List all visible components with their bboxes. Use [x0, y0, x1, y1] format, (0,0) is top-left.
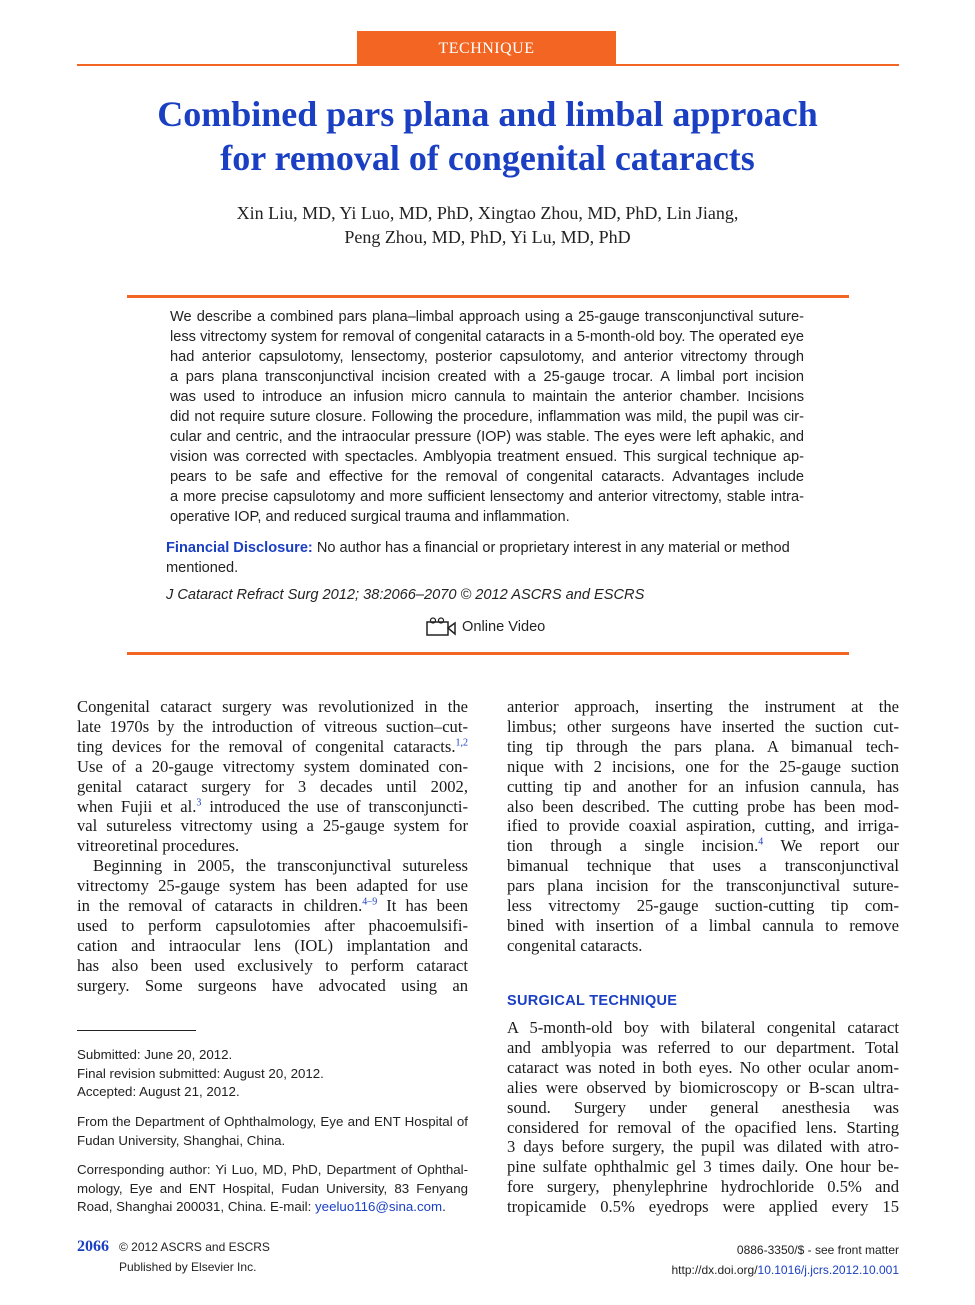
text-line: [507, 757, 899, 777]
line-text: Final revision submitted: August 20, 2012.: [77, 1065, 324, 1081]
line-text: bined with insertion of a limbal cannula to remove: [507, 915, 899, 935]
line-text: late 1970s by the introduction of vitreous suction–cut-: [77, 716, 468, 736]
text-line: [507, 697, 899, 717]
text-line: [170, 467, 804, 487]
text-line: [170, 487, 804, 507]
page-number: 2066: [77, 1238, 109, 1255]
text-line: [77, 1046, 468, 1065]
financial-disclosure-text: No author has a financial or proprietary interest in any material or method mentioned.: [166, 540, 790, 576]
line-text: cutting tip and another for an infusion cannula, has: [507, 776, 899, 796]
text-line: [77, 816, 468, 836]
text-line: [170, 427, 804, 447]
author-line: Peng Zhou, MD, PhD, Yi Lu, MD, PhD: [344, 227, 631, 247]
line-text: vitrectomy 25-gauge system has been adapted for use: [77, 876, 468, 896]
line-text: vision was corrected with spectacles. Amblyopia treatment ensued. This surgical technique ap-: [170, 449, 804, 465]
line-text: nique with 2 incisions, one for the 25-gauge suction: [507, 756, 899, 776]
text-line: [507, 876, 899, 896]
text-line: [507, 777, 899, 797]
author-line: Xin Liu, MD, Yi Luo, MD, PhD, Xingtao Zhou, MD, PhD, Lin Jiang,: [236, 203, 739, 223]
line-text: had anterior capsulotomy, lensectomy, posterior capsulotomy, and anterior vitrectomy through: [170, 349, 804, 365]
video-camera-icon: [426, 617, 456, 637]
line-text: congenital cataracts.: [507, 935, 643, 955]
line-text: was used to introduce an infusion micro cannula to maintain the anterior chamber. Incisions: [170, 389, 804, 405]
text-line: [77, 697, 468, 717]
footnote-rule: [77, 1030, 196, 1031]
line-text: when Fujii et al.: [77, 796, 197, 816]
footer-left: [77, 1238, 270, 1256]
line-text: We describe a combined pars plana–limbal approach using a 25-gauge transconjunctival suture-: [170, 309, 804, 325]
line-text: alies were observed by biomicroscopy or B-scan ultra-: [507, 1077, 899, 1097]
text-line: [77, 956, 468, 976]
line-text: Beginning in 2005, the transconjunctival sutureless: [93, 856, 468, 876]
text-line: [507, 1177, 899, 1197]
text-line: [507, 797, 899, 817]
section-tag: TECHNIQUE: [357, 31, 616, 66]
text-line: [170, 347, 804, 367]
line-text: vitreoretinal procedures.: [77, 836, 240, 856]
line-text: pears to be safe and effective for the removal of congenital cataracts. Advantages include: [170, 469, 804, 485]
text-line: [77, 936, 468, 956]
financial-disclosure-label: Financial Disclosure:: [166, 540, 313, 556]
line-text: Fudan University, Shanghai, China.: [77, 1132, 286, 1148]
text-line: [170, 387, 804, 407]
email-link[interactable]: yeeluo116@sina.com: [315, 1199, 443, 1214]
text-line: [507, 896, 899, 916]
line-text: bimanual technique that uses a transconjunctival: [507, 856, 899, 876]
line-text: ting tip through the pars plana. A bimanual tech-: [507, 736, 899, 756]
line-text: cation and intraocular lens (IOL) implantation and: [77, 935, 468, 955]
line-text: introduced the use of transconjuncti-: [201, 796, 468, 816]
line-text: It has been: [377, 896, 468, 916]
line-text: less vitrectomy system for removal of congenital cataracts in a 5-month-old boy. The operated eye: [170, 329, 804, 345]
text-line: [507, 1157, 899, 1177]
text-line: [77, 1113, 468, 1132]
line-text: genital cataract surgery for 3 decades until 2002,: [77, 776, 468, 796]
text-line: [77, 1132, 468, 1151]
line-text: Accepted: August 21, 2012.: [77, 1084, 240, 1099]
line-text: used to perform capsulotomies after phacoemulsifi-: [77, 915, 468, 935]
body-right-column: [507, 697, 899, 956]
text-line: [77, 976, 468, 996]
abstract: [170, 307, 804, 527]
line-text: and amblyopia was referred to our department. Total: [507, 1037, 899, 1057]
reference-link[interactable]: 1,2: [455, 737, 468, 749]
footnote-dates: [77, 1046, 468, 1102]
line-text: anterior approach, inserting the instrument at the: [507, 697, 899, 716]
text-line: [77, 876, 468, 896]
line-text: in the removal of cataracts in children.: [77, 896, 363, 916]
line-text: Submitted: June 20, 2012.: [77, 1047, 233, 1062]
text-line: [507, 1018, 899, 1038]
line-text: 3 days before surgery, the pupil was dilated with atro-: [507, 1137, 899, 1157]
text-line: [170, 447, 804, 467]
footer-publisher: Published by Elsevier Inc.: [119, 1260, 257, 1274]
reference-link[interactable]: 4: [758, 836, 764, 848]
line-text: Use of a 20-gauge vitrectomy system dominated con-: [77, 756, 468, 776]
text-line: [507, 1058, 899, 1078]
text-line: [77, 1065, 468, 1084]
text-line: [507, 1078, 899, 1098]
line-text: surgery. Some surgeons have advocated using an: [77, 975, 468, 995]
text-line: [77, 1180, 468, 1199]
author-list: [60, 201, 915, 249]
text-line: [507, 916, 899, 936]
line-text: a pars plana transconjunctival incision created with a 25-gauge trocar. A limbal port incision: [170, 369, 804, 385]
line-text: Congenital cataract surgery was revolutionized in the: [77, 697, 468, 716]
reference-link[interactable]: 4–9: [362, 896, 378, 908]
text-line: [507, 1137, 899, 1157]
text-line: [170, 327, 804, 347]
text-line: [77, 856, 468, 876]
line-text: ified to provide coaxial aspiration, cutting, and irriga-: [507, 816, 899, 836]
text-line: [77, 916, 468, 936]
line-text: A 5-month-old boy with bilateral congenital cataract: [507, 1018, 899, 1037]
line-text: tropicamide 0.5% eyedrops were applied every 15: [507, 1197, 899, 1217]
text-line: [507, 717, 899, 737]
line-text: ting devices for the removal of congenital cataracts.: [77, 736, 456, 756]
abstract-top-rule: [127, 295, 849, 298]
line-text: also been described. The cutting probe has been mod-: [507, 796, 899, 816]
doi-prefix: http://dx.doi.org/: [671, 1263, 758, 1277]
line-text: .: [442, 1199, 446, 1214]
title-line: Combined pars plana and limbal approach: [157, 94, 818, 134]
line-text: operative IOP, and reduced surgical trauma and inflammation.: [170, 509, 570, 525]
text-line: [507, 836, 899, 856]
line-text: pars plana incision for the transconjunctival suture-: [507, 876, 899, 896]
line-text: tion through a single incision.: [507, 836, 759, 856]
citation: J Cataract Refract Surg 2012; 38:2066–2070 © 2012 ASCRS and ESCRS: [166, 587, 645, 603]
text-line: [77, 1083, 468, 1102]
text-line: [77, 777, 468, 797]
line-text: less vitrectomy 25-gauge suction-cutting tip com-: [507, 896, 899, 916]
line-text: val sutureless vitrectomy using a 25-gauge system for: [77, 816, 468, 836]
line-text: considered for removal of the opacified lens. Starting: [507, 1117, 899, 1137]
text-line: [170, 367, 804, 387]
footer-copyright: © 2012 ASCRS and ESCRS: [119, 1240, 270, 1254]
footnote-corresponding: [77, 1161, 468, 1217]
text-line: [77, 797, 468, 817]
text-line: [507, 1038, 899, 1058]
section-heading: SURGICAL TECHNIQUE: [507, 993, 678, 1009]
text-line: [77, 1198, 468, 1217]
line-text: From the Department of Ophthalmology, Eye and ENT Hospital of: [77, 1114, 468, 1129]
text-line: [77, 717, 468, 737]
line-text: a more precise capsulotomy and more sufficient lensectomy and anterior vitrectomy, stable intra-: [170, 489, 804, 505]
text-line: [507, 856, 899, 876]
text-line: [77, 896, 468, 916]
text-line: [77, 1161, 468, 1180]
footnote-affiliation: [77, 1113, 468, 1150]
footer-issn: 0886-3350/$ - see front matter: [736, 1243, 899, 1257]
text-line: [507, 816, 899, 836]
line-text: limbus; other surgeons have inserted the suction cut-: [507, 716, 899, 736]
article-title: [60, 92, 915, 180]
line-text: Road, Shanghai 200031, China. E-mail:: [77, 1199, 316, 1214]
text-line: [507, 936, 899, 956]
text-line: [77, 737, 468, 757]
text-line: [507, 737, 899, 757]
footer-doi: [671, 1260, 899, 1280]
abstract-bottom-rule: [127, 652, 849, 655]
text-line: [507, 1098, 899, 1118]
title-line: for removal of congenital cataracts: [220, 138, 755, 178]
doi-link[interactable]: 10.1016/j.jcrs.2012.10.001: [757, 1263, 899, 1277]
text-line: [507, 1118, 899, 1138]
line-text: has also been used exclusively to perform cataract: [77, 955, 468, 975]
line-text: Corresponding author: Yi Luo, MD, PhD, Department of Ophthal-: [77, 1162, 468, 1177]
line-text: cataract was noted in both eyes. No other ocular anom-: [507, 1057, 899, 1077]
line-text: We report our: [763, 836, 899, 856]
text-line: [170, 507, 804, 527]
line-text: fore surgery, phenylephrine hydrochloride 0.5% and: [507, 1177, 899, 1197]
text-line: [77, 757, 468, 777]
line-text: sound. Surgery under general anesthesia was: [507, 1097, 899, 1117]
body-left-column: [77, 697, 468, 996]
footer-right: [671, 1240, 899, 1280]
text-line: [77, 836, 468, 856]
online-video-link[interactable]: [426, 617, 545, 637]
financial-disclosure: [166, 538, 811, 578]
line-text: did not require suture closure. Following the procedure, inflammation was mild, the pupil was cir-: [170, 409, 804, 425]
text-line: [170, 407, 804, 427]
text-line: [170, 307, 804, 327]
text-line: [507, 1197, 899, 1217]
surgical-technique-text: [507, 1018, 899, 1217]
reference-link[interactable]: 3: [196, 797, 202, 808]
line-text: pine sulfate ophthalmic gel 3 times daily. One hour be-: [507, 1157, 899, 1177]
line-text: mology, Eye and ENT Hospital, Fudan University, 83 Fenyang: [77, 1180, 468, 1196]
line-text: cular and centric, and the intraocular pressure (IOP) was stable. The eyes were left aphakic, and: [170, 429, 804, 445]
online-video-label: Online Video: [462, 619, 546, 635]
